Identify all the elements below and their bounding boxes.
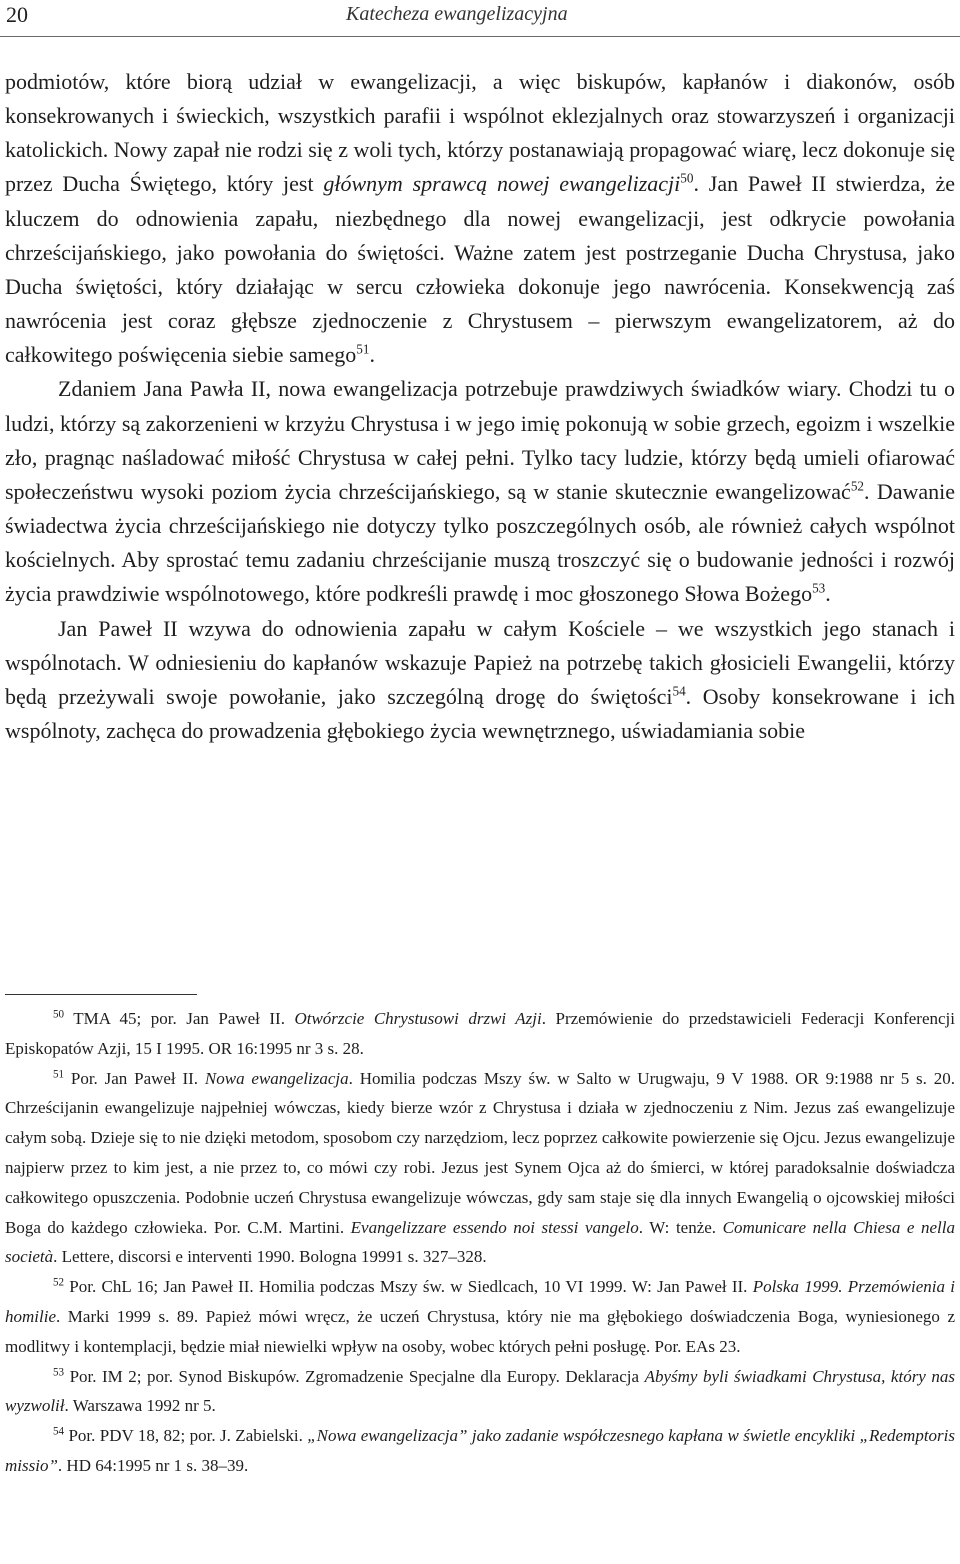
footnote-ref: 54 (672, 683, 686, 699)
main-text (5, 65, 955, 748)
paragraph-text: . Jan Paweł II stwierdza, że kluczem do odnowienia zapału, niezbędnego dla nowej ewangelizacji, jest odkrycie powołania chrześcijańskiego, jako powołania do świętości. Ważne zatem jest postrzeganie Ducha Chrystusa, jako Ducha świętości, który działając w sercu człowieka dokonuje jego nawrócenia. Konsekwencją zaś nawrócenia jest coraz głębsze zjednoczenie z Chrystusem – pierwszym ewangelizatorem, aż do całkowitego poświęcenia siebie samego (5, 171, 955, 368)
page-number: 20 (6, 2, 28, 27)
paragraph-text: . (825, 581, 831, 607)
footnote-text: Por. PDV 18, 82; por. J. Zabielski. (64, 1426, 308, 1446)
header-rule (0, 36, 960, 37)
italic-text: „Nowa ewangelizacja” jako zadanie współczesnego kapłana w świetle encykliki „Redemptoris missio” (5, 1426, 955, 1475)
footnote-ref: 50 (680, 171, 694, 187)
footnote-text: Por. ChL 16; Jan Paweł II. Homilia podczas Mszy św. w Siedlcach, 10 VI 1999. W: Jan Paweł II. (64, 1277, 753, 1297)
running-title: Katecheza ewangelizacyjna (346, 3, 568, 25)
footnote (5, 1004, 955, 1064)
footnote-ref: 51 (356, 341, 370, 357)
footnote-separator (5, 994, 197, 995)
page-header (0, 0, 960, 36)
footnote-text: . Marki 1999 s. 89. Papież mówi wręcz, że uczeń Chrystusa, który nie ma głębokiego doświadczenia Boga, wyniesionego z modlitwy i kontemplacji, będzie miał niewielki wpływ na osoby, wobec których pełni posługę. Por. EAs 23. (5, 1306, 955, 1356)
footnote-text: Por. IM 2; por. Synod Biskupów. Zgromadzenie Specjalne dla Europy. Deklaracja (64, 1366, 645, 1386)
footnote-text: . W: tenże. (638, 1217, 723, 1237)
italic-text: Nowa ewangelizacja (204, 1068, 349, 1088)
paragraph-text: . Dawanie świadectwa życia chrześcijańskiego nie dotyczy tylko poszczególnych osób, ale również całych wspólnot kościelnych. Aby sprostać temu zadaniu chrześcijanie muszą troszczyć się o budowanie jedności i rozwój życia prawdziwie wspólnotowego, które podkreśli prawdę i moc głoszonego Słowa Bożego (5, 478, 956, 607)
paragraph-text: Jan Paweł II wzywa do odnowienia zapału w całym Kościele – we wszystkich jego stanach i wspólnotach. W odniesieniu do kapłanów wskazuje Papież na potrzebę takich głosicieli Ewangelii, którzy będą przeżywali swoje powołanie, jako szczególną drogę do świętości (5, 615, 955, 709)
footnote-ref: 52 (850, 478, 865, 494)
italic-text: Abyśmy byli świadkami Chrystusa, który nas wyzwolił (5, 1366, 955, 1416)
footnote-text: Por. Jan Paweł II. (64, 1068, 205, 1088)
footnote-ref: 51 (53, 1067, 65, 1080)
italic-text: Polska 1999. Przemówienia i homilie (5, 1277, 956, 1326)
footnote-text: . Lettere, discorsi e interventi 1990. Bologna 19991 s. 327–328. (53, 1247, 487, 1267)
body-paragraph (5, 372, 955, 611)
footnote-text: . Homilia podczas Mszy św. w Salto w Urugwaju, 9 V 1988. OR 9:1988 nr 5 s. 20. Chrześcijanin ewangelizuje najpełniej wówczas, kiedy bierze wzór z Chrystusa i działa w zjednoczeniu z Nim. Jezus zaś ewangelizuje całym sobą. Dzieje się to nie dzięki metodom, sposobom czy narzędziom, lecz poprzez całkowite powierzenie się Ojcu. Jezus ewangelizuje najpierw przez to kim jest, a nie przez to, co mówi czy robi. Jezus jest Synem Ojca aż do śmierci, w której paradoksalnie doświadcza całkowitego opuszczenia. Podobnie uczeń Chrystusa ewangelizuje wówczas, gdy sam staje się dla innych Ewangelią o ojcowskiej miłości Boga do każdego człowieka. Por. C.M. Martini. (5, 1068, 955, 1237)
footnotes (5, 1004, 955, 1481)
paragraph-text: . Osoby konsekrowane i ich wspólnoty, zachęca do prowadzenia głębokiego życia wewnętrznego, uświadamiania sobie (5, 683, 955, 743)
footnote (5, 1362, 955, 1422)
body-paragraph (5, 612, 955, 749)
paragraph-text: Zdaniem Jana Pawła II, nowa ewangelizacja potrzebuje prawdziwych świadków wiary. Chodzi tu o ludzi, którzy są zakorzenieni w krzyżu Chrystusa i w jego imię pokonują w sobie grzech, egoizm i wszelkie zło, pragnąc naśladować miłość Chrystusa w całej pełni. Tylko tacy ludzie, którzy będą umieli ofiarować społeczeństwu wysoki poziom życia chrześcijańskiego, są w stanie skutecznie ewangelizować (5, 376, 955, 504)
footnote (5, 1421, 955, 1481)
footnote-text: . Przemówienie do przedstawicieli Federacji Konferencji Episkopatów Azji, 15 I 1995. OR 16:1995 nr 3 s. 28. (5, 1009, 955, 1058)
paragraph-text: podmiotów, które biorą udział w ewangelizacji, a więc biskupów, kapłanów i diakonów, osób konsekrowanych i świeckich, wszystkich parafii i wspólnot eklezjalnych oraz stowarzyszeń i organizacji katolickich. Nowy zapał nie rodzi się z woli tych, którzy postanawiają propagować wiarę, lecz dokonuje się przez Ducha Świętego, który jest (5, 69, 955, 197)
footnote-ref: 52 (53, 1276, 65, 1289)
footnote-text: . Warszawa 1992 nr 5. (64, 1396, 216, 1416)
paragraph-text: . (369, 342, 375, 368)
italic-text: Evangelizzare essendo noi stessi vangelo (350, 1217, 639, 1237)
footnote-ref: 53 (53, 1365, 65, 1378)
footnote-ref: 54 (53, 1425, 65, 1438)
italic-text: głównym sprawcą nowej ewangelizacji (323, 171, 681, 197)
italic-text: Otwórzcie Chrystusowi drzwi Azji (294, 1009, 542, 1028)
footnote-text: TMA 45; por. Jan Paweł II. (64, 1009, 295, 1028)
italic-text: Comunicare nella Chiesa e nella società (5, 1217, 955, 1267)
footnote-ref: 53 (812, 581, 826, 597)
body-paragraph (5, 65, 955, 372)
footnote (5, 1272, 955, 1361)
footnote-text: . HD 64:1995 nr 1 s. 38–39. (57, 1455, 249, 1475)
footnote (5, 1064, 955, 1273)
footnote-ref: 50 (53, 1008, 65, 1021)
